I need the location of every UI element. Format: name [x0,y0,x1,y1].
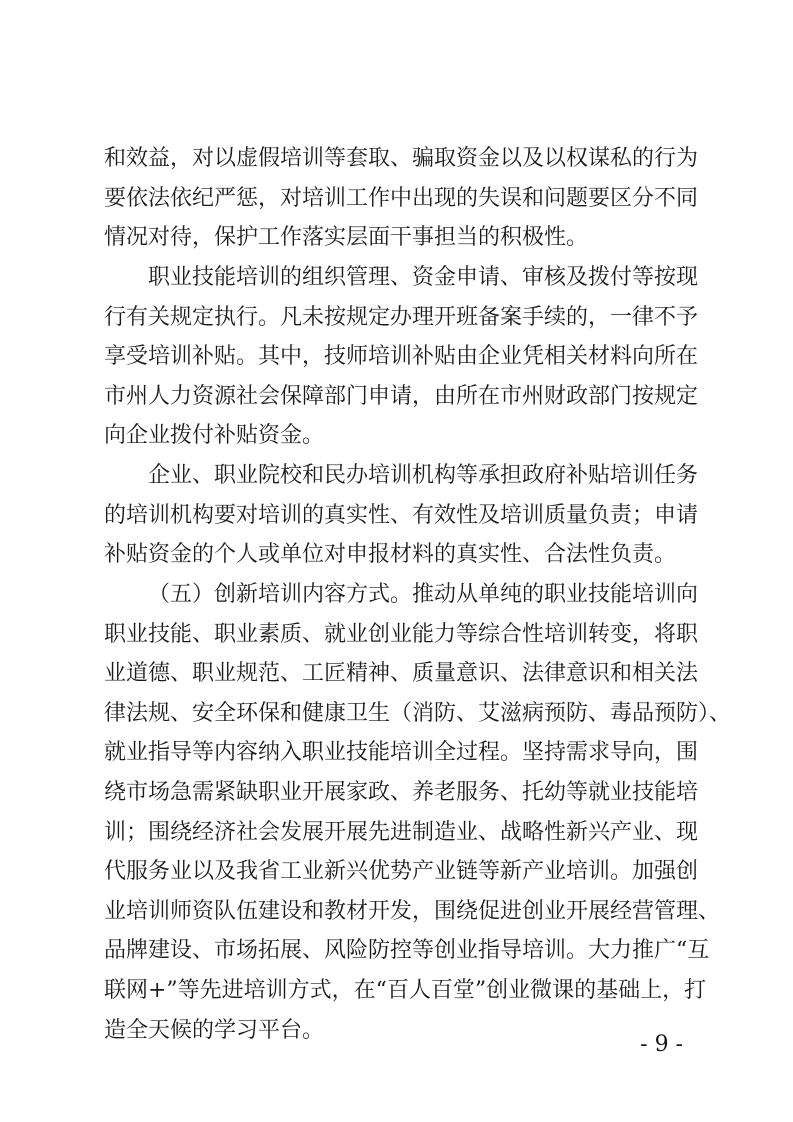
text-line: 享受培训补贴。其中，技师培训补贴由企业凭相关材料向所在 [104,344,699,370]
text-line: 和效益，对以虚假培训等套取、骗取资金以及以权谋私的行为 [104,146,699,171]
paragraph-responsibility [104,456,699,575]
paragraph-training-innovation [104,575,732,1050]
text-line: 行有关规定执行。凡未按规定办理开班备案手续的，一律不予 [104,304,699,330]
text-line: 情况对待，保护工作落实层面干事担当的积极性。 [104,225,589,251]
paragraph-accountability [104,139,699,258]
text-line: 市州人力资源社会保障部门申请，由所在市州财政部门按规定 [104,383,699,409]
text-line: 就业指导等内容纳入职业技能培训全过程。坚持需求导向，围 [104,740,699,766]
page-number: - 9 - [640,1032,683,1057]
text-line: 造全天候的学习平台。 [104,1017,325,1043]
text-line: 绕市场急需紧缺职业开展家政、养老服务、托幼等就业技能培 [104,779,699,805]
text-line: 要依法依纪严惩，对培训工作中出现的失误和问题要区分不同 [104,185,699,211]
paragraph-fund-management [104,258,699,456]
text-line: 联网+”等先进培训方式，在“百人百堂”创业微课的基础上，打 [104,977,707,1003]
text-line: 业培训师资队伍建设和教材开发，围绕促进创业开展经营管理、 [104,898,721,924]
text-line: （五）创新培训内容方式。推动从单纯的职业技能培训向 [148,582,699,607]
text-line: 职业技能、职业素质、就业创业能力等综合性培训转变，将职 [104,621,699,647]
text-line: 企业、职业院校和民办培训机构等承担政府补贴培训任务 [148,463,699,488]
text-line: 的培训机构要对培训的真实性、有效性及培训质量负责；申请 [104,502,699,528]
text-line: 业道德、职业规范、工匠精神、质量意识、法律意识和相关法 [104,661,699,687]
text-line: 训；围绕经济社会发展开展先进制造业、战略性新兴产业、现 [104,819,699,845]
text-line: 补贴资金的个人或单位对申报材料的真实性、合法性负责。 [104,542,677,568]
text-line: 品牌建设、市场拓展、风险防控等创业指导培训。大力推广“互 [104,938,710,964]
text-line: 向企业拨付补贴资金。 [104,423,325,449]
text-line: 律法规、安全环保和健康卫生（消防、艾滋病预防、毒品预防）、 [104,700,732,726]
text-line: 代服务业以及我省工业新兴优势产业链等新产业培训。加强创 [104,859,699,885]
text-line: 职业技能培训的组织管理、资金申请、审核及拨付等按现 [148,265,699,290]
